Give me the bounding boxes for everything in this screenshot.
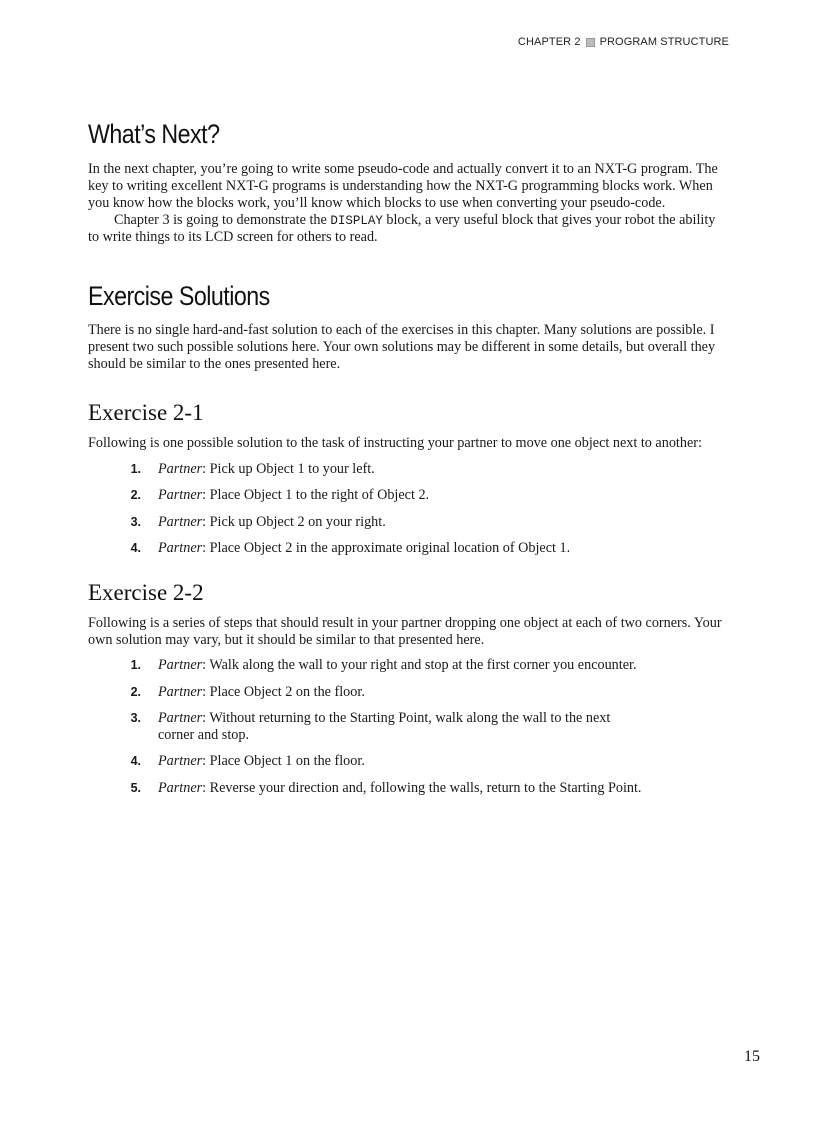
step-text (158, 753, 642, 770)
exercise-2-1-heading: Exercise 2-1 (88, 400, 204, 426)
list-item (88, 753, 728, 770)
step-number: 4. (130, 754, 141, 769)
exercise-solutions-paragraph: There is no single hard-and-fast solution to each of the exercises in this chapter. Many solutions are possible. I present two such possible solutions here. Your own solutions may be different in some details, but overall they should be similar to the ones presented here. (88, 322, 716, 372)
step-text (158, 684, 642, 701)
exercise-2-1-steps (88, 461, 728, 558)
running-head (518, 36, 729, 48)
step-text (158, 780, 642, 797)
step-number: 2. (130, 684, 141, 699)
running-head-chapter: CHAPTER 2 (517, 36, 581, 48)
step-actor: Partner (158, 683, 203, 700)
step-actor: Partner (158, 779, 203, 796)
whats-next-paragraph-2-end: block, a very useful block that gives your robot the ability to write things to its LCD screen for others to read. (88, 211, 716, 246)
running-head-separator-icon (586, 38, 595, 47)
list-item (88, 540, 728, 557)
whats-next-paragraph-2-start: Chapter 3 is going to demonstrate the (114, 211, 331, 228)
step-text (158, 461, 642, 478)
step-number: 2. (130, 488, 141, 503)
step-instruction: : Pick up Object 1 to your left. (202, 460, 375, 477)
list-item (88, 461, 728, 478)
list-item (88, 514, 728, 531)
step-number: 1. (130, 461, 141, 476)
exercise-2-2-steps (88, 657, 728, 796)
exercise-2-2-intro: Following is a series of steps that should result in your partner dropping one object at each of two corners. Your own solution may vary, but it should be similar to that presented here. (88, 614, 722, 648)
step-text (158, 540, 642, 557)
whats-next-paragraph-2 (88, 212, 728, 246)
list-item (88, 657, 728, 674)
step-actor: Partner (158, 710, 203, 727)
step-number: 4. (130, 541, 141, 556)
step-actor: Partner (158, 460, 203, 477)
page-number: 15 (744, 1048, 760, 1065)
step-instruction: : Pick up Object 2 on your right. (202, 513, 386, 530)
step-instruction: : Walk along the wall to your right and stop at the first corner you encounter. (202, 657, 637, 674)
step-instruction: : Place Object 1 to the right of Object 2. (202, 487, 430, 504)
step-text (158, 710, 642, 743)
step-instruction: : Reverse your direction and, following the walls, return to the Starting Point. (202, 779, 642, 796)
step-instruction: : Place Object 1 on the floor. (202, 753, 365, 770)
list-item (88, 684, 728, 701)
step-number: 3. (130, 711, 141, 726)
running-head-title: PROGRAM STRUCTURE (599, 36, 729, 48)
step-number: 3. (130, 514, 141, 529)
whats-next-section (88, 118, 728, 246)
exercise-2-1-intro: Following is one possible solution to the task of instructing your partner to move one object next to another: (88, 435, 702, 451)
whats-next-paragraph-1: In the next chapter, you’re going to write some pseudo-code and actually convert it to an NXT-G program. The key to writing excellent NXT-G programs is understanding how the NXT-G programming blocks work. When you know how the blocks work, you’ll know which blocks to use when converting your pseudo-code. (88, 161, 718, 211)
exercise-2-2-section (88, 579, 728, 796)
step-actor: Partner (158, 657, 203, 674)
exercise-solutions-section (88, 280, 728, 373)
list-item (88, 710, 728, 743)
display-block-code: DISPLAY (330, 213, 383, 228)
list-item (88, 780, 728, 797)
step-instruction: : Place Object 2 on the floor. (202, 683, 365, 700)
exercise-solutions-heading: Exercise Solutions (88, 280, 270, 311)
whats-next-heading: What’s Next? (88, 119, 220, 149)
exercise-2-2-heading: Exercise 2-2 (88, 580, 204, 606)
step-actor: Partner (158, 513, 203, 530)
step-actor: Partner (158, 540, 203, 557)
step-text (158, 514, 642, 531)
step-actor: Partner (158, 753, 203, 770)
exercise-2-1-section (88, 399, 728, 557)
step-actor: Partner (158, 487, 203, 504)
page-content (88, 118, 728, 806)
step-text (158, 657, 642, 674)
step-instruction: : Without returning to the Starting Point, walk along the wall to the next corner and stop. (158, 710, 611, 743)
step-number: 5. (130, 780, 141, 795)
step-instruction: : Place Object 2 in the approximate original location of Object 1. (202, 540, 571, 557)
step-text (158, 487, 642, 504)
step-number: 1. (130, 658, 141, 673)
list-item (88, 487, 728, 504)
